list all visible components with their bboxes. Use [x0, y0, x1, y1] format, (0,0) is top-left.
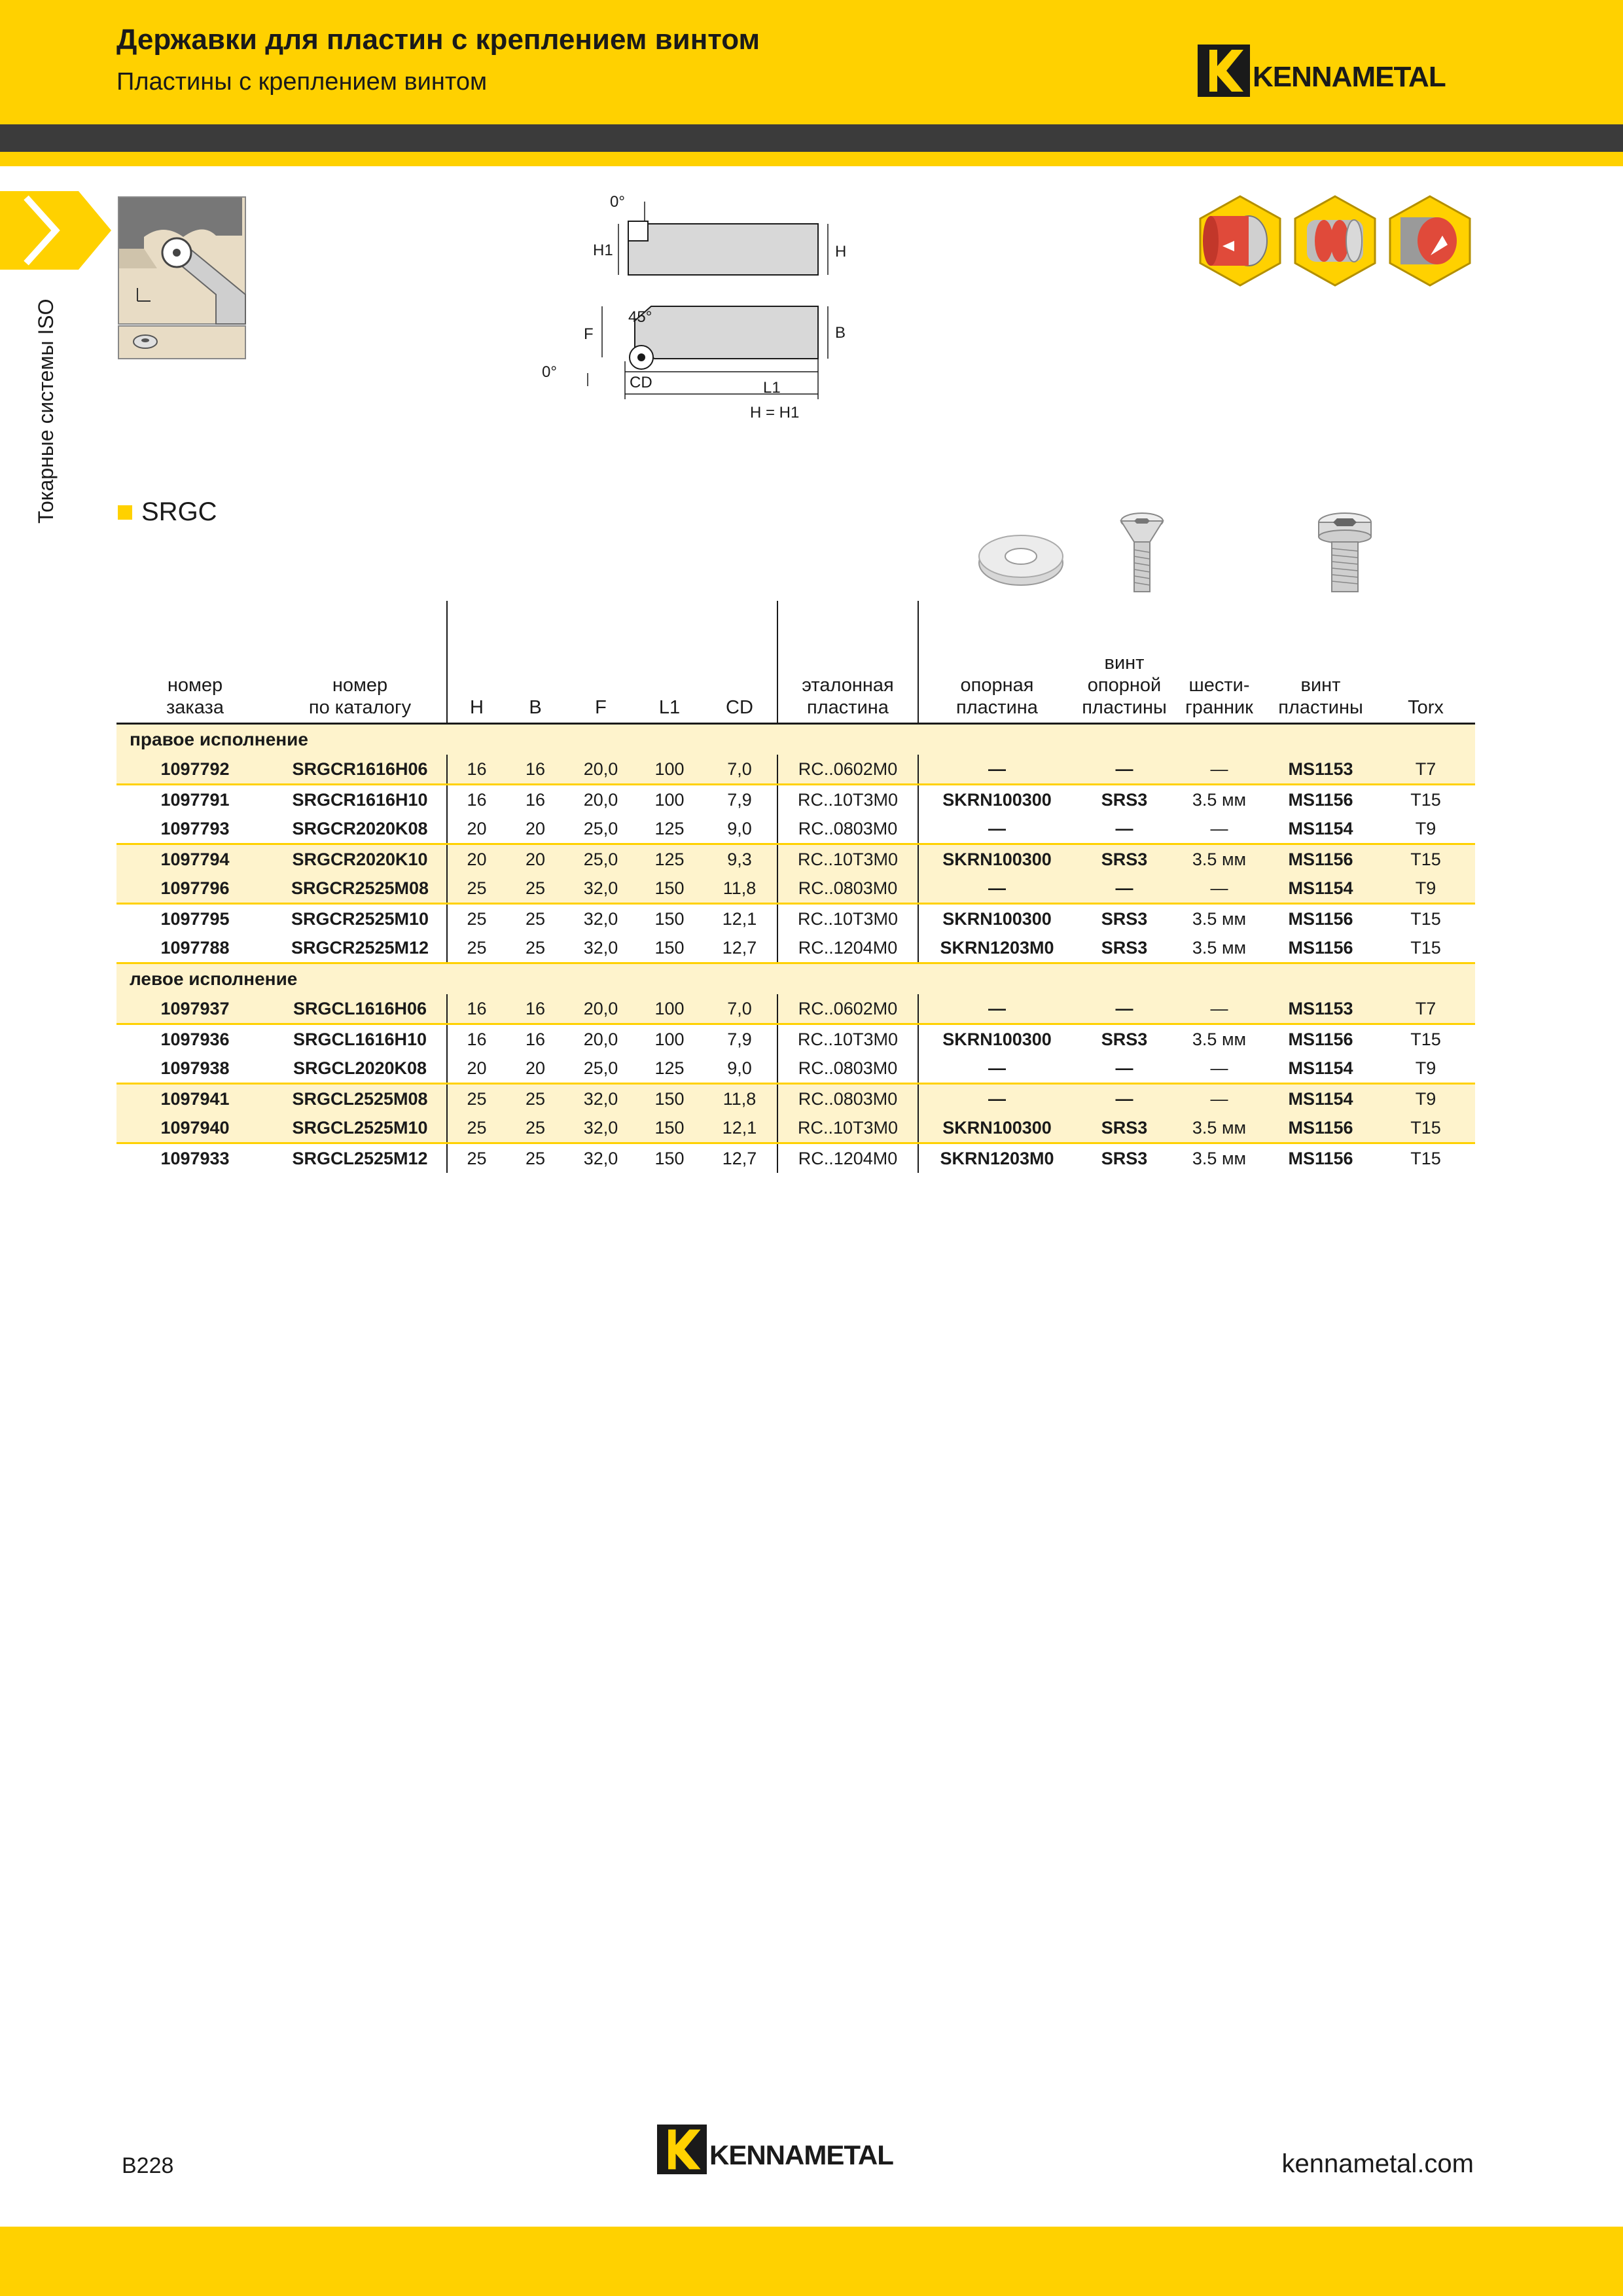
cell-insert: RC..0602M0 [777, 755, 918, 785]
cell-hex: 3.5 мм [1173, 1024, 1265, 1054]
cell-order-no: 1097933 [116, 1143, 274, 1174]
cell-cd: 11,8 [702, 1084, 777, 1114]
table-row [116, 933, 1475, 963]
table-row [116, 1054, 1475, 1084]
cell-catalog-no: SRGCL1616H06 [274, 994, 447, 1024]
cell-insert-screw: MS1154 [1265, 874, 1376, 904]
cell-b: 25 [506, 1143, 565, 1174]
cell-f: 25,0 [583, 818, 618, 838]
cell-f: 32,0 [565, 1084, 637, 1114]
cell-l1: 150 [637, 904, 702, 934]
cell-hex: 3.5 мм [1173, 904, 1265, 934]
cell-catalog-no: SRGCR2525M10 [274, 904, 447, 934]
cell-b: 25 [506, 874, 565, 904]
cell-catalog-no: SRGCR2020K10 [274, 844, 447, 874]
cell-f: 25,0 [583, 1058, 618, 1078]
cell-l1: 150 [637, 874, 702, 904]
cell-insert-screw: MS1154 [1288, 1058, 1353, 1078]
cell-l1: 125 [654, 818, 685, 838]
cell-shim-screw: SRS3 [1075, 904, 1173, 934]
cell-h: 20 [447, 844, 506, 874]
cell-insert-screw: MS1156 [1265, 1024, 1376, 1054]
shim-part-icon [975, 524, 1067, 589]
cell-order-no: 1097941 [116, 1084, 274, 1114]
cell-insert-screw: MS1153 [1265, 755, 1376, 785]
cell-shim: — [918, 755, 1075, 785]
cell-cd: 7,9 [702, 1024, 777, 1054]
table-row [116, 755, 1475, 785]
cell-cd: 12,7 [702, 1143, 777, 1174]
cell-catalog-no: SRGCL2020K08 [293, 1058, 427, 1078]
cell-l1: 100 [637, 785, 702, 815]
cell-h: 25 [447, 1084, 506, 1114]
table-row [116, 904, 1475, 934]
table-header-row [116, 601, 1475, 724]
cell-insert: RC..10T3M0 [777, 1113, 918, 1143]
cell-shim: SKRN100300 [918, 1024, 1075, 1054]
cell-h: 16 [447, 755, 506, 785]
col-h: H [447, 601, 506, 724]
cell-order-no: 1097794 [116, 844, 274, 874]
cell-torx: T7 [1376, 755, 1475, 785]
cell-insert: RC..0803M0 [777, 874, 918, 904]
cell-torx: T15 [1410, 937, 1441, 958]
cell-shim-screw: SRS3 [1075, 785, 1173, 815]
cell-cd: 9,0 [727, 818, 752, 838]
table-row [116, 1113, 1475, 1143]
table-row [116, 844, 1475, 874]
col-hex: шести- гранник [1173, 601, 1265, 724]
cell-shim: — [918, 1054, 1075, 1084]
cell-insert: RC..10T3M0 [777, 785, 918, 815]
cell-h: 25 [447, 874, 506, 904]
dim-h-label: H [835, 243, 847, 260]
cell-shim-screw: — [1075, 1084, 1173, 1114]
section-title: правое исполнение [116, 724, 1475, 755]
cell-f: 25,0 [565, 844, 637, 874]
cell-b: 25 [506, 904, 565, 934]
holder-dimension-drawing [537, 190, 995, 432]
cell-cd: 11,8 [702, 874, 777, 904]
col-order-no: номер заказа [116, 601, 274, 724]
cell-shim: SKRN100300 [918, 1113, 1075, 1143]
cell-b: 16 [506, 785, 565, 815]
table-body [116, 724, 1475, 1174]
cell-l1: 100 [637, 755, 702, 785]
cell-insert-screw: MS1156 [1265, 785, 1376, 815]
cell-torx: T9 [1376, 1084, 1475, 1114]
col-torx: Torx [1376, 601, 1475, 724]
cell-b: 25 [506, 1084, 565, 1114]
table-row [116, 1024, 1475, 1054]
cell-f: 32,0 [565, 904, 637, 934]
cell-hex: 3.5 мм [1192, 937, 1247, 958]
page-number: B228 [122, 2153, 174, 2178]
table-row [116, 785, 1475, 815]
cell-b: 16 [506, 1024, 565, 1054]
cell-torx: T9 [1376, 874, 1475, 904]
series-marker-icon [118, 505, 132, 520]
cell-shim-screw: SRS3 [1075, 844, 1173, 874]
cell-order-no: 1097791 [116, 785, 274, 815]
holder-thumbnail-image [118, 196, 246, 360]
cell-shim-screw: SRS3 [1075, 1143, 1173, 1174]
header-dark-band [0, 124, 1623, 152]
cell-torx: T15 [1376, 844, 1475, 874]
col-f: F [565, 601, 637, 724]
cell-shim-screw: SRS3 [1075, 1113, 1173, 1143]
col-insert-screw: винт пластины [1265, 601, 1376, 724]
cell-torx: T15 [1376, 1113, 1475, 1143]
cell-shim-screw: — [1075, 994, 1173, 1024]
dim-note-label: H = H1 [750, 404, 800, 422]
cell-shim: — [918, 814, 1075, 844]
cell-insert: RC..0803M0 [777, 814, 918, 844]
table-row [116, 1143, 1475, 1174]
cell-hex: — [1173, 755, 1265, 785]
cell-order-no: 1097796 [116, 874, 274, 904]
cell-cd: 7,9 [702, 785, 777, 815]
section-arrow-icon [0, 191, 111, 270]
dim-l1-label: L1 [763, 379, 781, 397]
cell-torx: T15 [1376, 1143, 1475, 1174]
series-heading [118, 497, 217, 527]
brand-wordmark: KENNAMETAL [709, 2140, 893, 2170]
series-name: SRGC [141, 497, 217, 526]
cell-torx: T15 [1376, 1024, 1475, 1054]
cell-h: 25 [447, 904, 506, 934]
cell-torx: T7 [1376, 994, 1475, 1024]
cell-l1: 100 [637, 1024, 702, 1054]
cell-order-no: 1097793 [160, 818, 230, 838]
cell-order-no: 1097940 [116, 1113, 274, 1143]
cell-f: 20,0 [565, 994, 637, 1024]
dim-cd-label: CD [630, 374, 652, 391]
cell-insert-screw: MS1156 [1288, 937, 1353, 958]
cell-h: 16 [447, 785, 506, 815]
cell-f: 20,0 [565, 755, 637, 785]
cell-catalog-no: SRGCR1616H10 [274, 785, 447, 815]
brand-logo-footer [657, 2125, 893, 2174]
cell-shim-screw: — [1075, 874, 1173, 904]
cell-cd: 9,3 [702, 844, 777, 874]
cell-catalog-no: SRGCL2525M08 [274, 1084, 447, 1114]
cell-order-no: 1097936 [116, 1024, 274, 1054]
cell-f: 32,0 [565, 874, 637, 904]
col-insert: эталонная пластина [777, 601, 918, 724]
cell-l1: 150 [637, 1113, 702, 1143]
cell-order-no: 1097795 [116, 904, 274, 934]
cell-shim: — [918, 994, 1075, 1024]
cell-hex: — [1173, 874, 1265, 904]
cell-order-no: 1097792 [116, 755, 274, 785]
brand-logo-header [1198, 45, 1446, 97]
cell-b: 25 [525, 937, 546, 958]
cell-hex: 3.5 мм [1173, 1143, 1265, 1174]
cell-h: 25 [447, 933, 506, 963]
cell-order-no: 1097938 [160, 1058, 230, 1078]
cell-hex: 3.5 мм [1173, 844, 1265, 874]
angle-top-label: 0° [610, 193, 625, 211]
cell-shim: SKRN100300 [918, 844, 1075, 874]
cell-b: 16 [506, 994, 565, 1024]
cell-catalog-no: SRGCR1616H06 [274, 755, 447, 785]
angle-bottom-label: 0° [542, 363, 557, 381]
cell-l1: 125 [637, 844, 702, 874]
cell-b: 20 [506, 844, 565, 874]
cell-insert-screw: MS1156 [1265, 1143, 1376, 1174]
cell-insert: RC..0803M0 [777, 1084, 918, 1114]
cell-insert: RC..10T3M0 [777, 1024, 918, 1054]
cell-h: 25 [447, 1143, 506, 1174]
cell-cd: 12,1 [702, 904, 777, 934]
cell-shim: SKRN1203M0 [918, 1143, 1075, 1174]
cell-b: 16 [506, 755, 565, 785]
cell-f: 20,0 [565, 1024, 637, 1054]
cell-hex: 3.5 мм [1173, 785, 1265, 815]
holder-spec-table [116, 601, 1475, 1173]
cell-insert: RC..10T3M0 [777, 844, 918, 874]
cell-order-no: 1097937 [116, 994, 274, 1024]
facing-icon [1387, 195, 1472, 287]
shim-screw-icon [1116, 511, 1168, 596]
cell-l1: 150 [654, 937, 685, 958]
cell-h: 20 [447, 1054, 506, 1084]
cell-insert: RC..1204M0 [777, 933, 918, 963]
cell-f: 32,0 [565, 1113, 637, 1143]
cell-h: 25 [447, 1113, 506, 1143]
table-row [116, 874, 1475, 904]
section-title: левое исполнение [116, 963, 1475, 995]
cell-insert-screw: MS1156 [1265, 844, 1376, 874]
cell-insert-screw: MS1154 [1265, 1084, 1376, 1114]
insert-screw-icon [1312, 511, 1378, 596]
cell-cd: 7,0 [702, 755, 777, 785]
cell-b: 25 [506, 1113, 565, 1143]
table-row [116, 1084, 1475, 1114]
cell-l1: 150 [637, 1084, 702, 1114]
cell-shim: SKRN100300 [918, 904, 1075, 934]
cell-f: 20,0 [565, 785, 637, 815]
cell-insert: RC..0803M0 [777, 1054, 918, 1084]
cell-catalog-no: SRGCL1616H10 [274, 1024, 447, 1054]
face-turning-icon [1198, 195, 1283, 287]
cell-shim: — [918, 874, 1075, 904]
dim-f-label: F [584, 325, 594, 343]
col-b: B [506, 601, 565, 724]
table-row [116, 814, 1475, 844]
cell-hex: — [1173, 994, 1265, 1024]
cell-shim-screw: SRS3 [1101, 937, 1148, 958]
cell-shim-screw: SRS3 [1075, 1024, 1173, 1054]
kennametal-logo-icon [657, 2125, 707, 2174]
cell-shim: SKRN1203M0 [918, 933, 1075, 963]
cell-hex: — [1210, 1058, 1228, 1078]
cell-catalog-no: SRGCR2020K08 [292, 818, 428, 838]
cell-insert-screw: MS1156 [1265, 904, 1376, 934]
cell-hex: 3.5 мм [1173, 1113, 1265, 1143]
angle-45-label: 45° [628, 308, 652, 326]
cell-torx: T9 [1415, 818, 1436, 838]
kennametal-logo-icon [1198, 45, 1250, 97]
dim-h1-label: H1 [593, 242, 613, 259]
col-catalog-no: номер по каталогу [274, 601, 447, 724]
cell-l1: 100 [637, 994, 702, 1024]
table-section-row [116, 963, 1475, 995]
cell-shim-screw: — [1115, 818, 1133, 838]
dim-b-label: B [835, 324, 846, 342]
cell-cd: 12,1 [702, 1113, 777, 1143]
cell-insert: RC..10T3M0 [777, 904, 918, 934]
table-row [116, 994, 1475, 1024]
cell-catalog-no: SRGCL2525M10 [274, 1113, 447, 1143]
col-cd: CD [702, 601, 777, 724]
cell-cd: 9,0 [727, 1058, 752, 1078]
cell-cd: 7,0 [702, 994, 777, 1024]
profiling-icon [1293, 195, 1378, 287]
cell-torx: T15 [1376, 904, 1475, 934]
cell-insert-screw: MS1156 [1265, 1113, 1376, 1143]
cell-order-no: 1097788 [160, 937, 230, 958]
col-l1: L1 [637, 601, 702, 724]
cell-l1: 150 [637, 1143, 702, 1174]
cell-f: 32,0 [565, 1143, 637, 1174]
cell-h: 20 [447, 814, 506, 844]
cell-hex: — [1210, 818, 1228, 838]
side-section-label: Токарные системы ISO [34, 298, 58, 524]
cell-insert-screw: MS1153 [1265, 994, 1376, 1024]
cell-shim: — [918, 1084, 1075, 1114]
cell-torx: T15 [1376, 785, 1475, 815]
cell-shim: SKRN100300 [918, 785, 1075, 815]
cell-catalog-no: SRGCR2525M12 [291, 937, 429, 958]
footer-yellow-band [0, 2227, 1623, 2296]
cell-insert-screw: MS1154 [1288, 818, 1353, 838]
cell-l1: 125 [654, 1058, 685, 1078]
table-section-row [116, 724, 1475, 755]
cell-catalog-no: SRGCL2525M12 [274, 1143, 447, 1174]
page-title: Державки для пластин с креплением винтом [116, 24, 760, 56]
page-subtitle: Пластины с креплением винтом [116, 68, 488, 96]
cell-catalog-no: SRGCR2525M08 [274, 874, 447, 904]
header-yellow-band [0, 152, 1623, 166]
cell-b: 20 [525, 818, 546, 838]
cell-torx: T9 [1415, 1058, 1436, 1078]
cell-insert: RC..1204M0 [777, 1143, 918, 1174]
col-shim: опорная пластина [918, 601, 1075, 724]
brand-wordmark: KENNAMETAL [1253, 61, 1446, 93]
cell-h: 16 [447, 994, 506, 1024]
cell-cd: 12,7 [722, 937, 757, 958]
cell-b: 20 [525, 1058, 546, 1078]
footer-website-link[interactable]: kennametal.com [1281, 2149, 1474, 2178]
col-shim-screw: винт опорной пластины [1075, 601, 1173, 724]
cell-h: 16 [447, 1024, 506, 1054]
cell-hex: — [1173, 1084, 1265, 1114]
cell-insert: RC..0602M0 [777, 994, 918, 1024]
cell-f: 32,0 [583, 937, 618, 958]
cell-shim-screw: — [1115, 1058, 1133, 1078]
cell-shim-screw: — [1075, 755, 1173, 785]
